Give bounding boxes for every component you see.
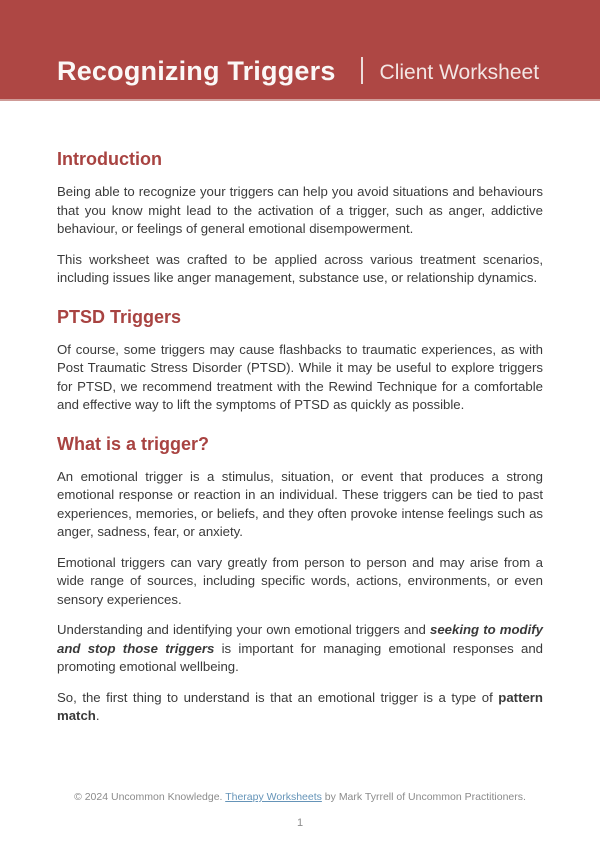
- paragraph: Of course, some triggers may cause flashbacks to traumatic experiences, as with Post Traumatic Stress Disorder (PTSD). While it may be useful to explore triggers for PTSD, we recommend treatment with the Rewind Technique for a comfortable and effective way to lift the symptoms of PTSD as quickly as possible.: [57, 341, 543, 412]
- section-heading-ptsd-triggers: PTSD Triggers: [57, 306, 182, 327]
- title-separator: [361, 57, 363, 84]
- paragraph: So, the first thing to understand is that an emotional trigger is a type of pattern match.: [57, 689, 543, 723]
- worksheet-body: [0, 147, 600, 726]
- paragraph: Understanding and identifying your own emotional triggers and seeking to modify and stop those triggers is important for managing emotional responses and promoting emotional wellbeing.: [57, 622, 544, 674]
- paragraph: An emotional trigger is a stimulus, situation, or event that produces a strong emotional response or reaction in an individual. These triggers can be tied to past experiences, memories, or beliefs, and they often provoke intense feelings such as anger, sadness, fear, or anxiety.: [57, 468, 543, 539]
- therapy-worksheets-link[interactable]: Therapy Worksheets: [225, 791, 322, 803]
- section-what-is-a-trigger: [57, 432, 543, 726]
- copyright-text: © 2024 Uncommon Knowledge.: [74, 791, 226, 803]
- section-ptsd-triggers: [57, 305, 543, 415]
- paragraph: Emotional triggers can vary greatly from person to person and may arise from a wide range of sources, including specific words, actions, environments, or even sensory experiences.: [57, 554, 543, 607]
- header-band: [0, 0, 600, 101]
- footer-byline: by Mark Tyrrell of Uncommon Practitioners.: [321, 791, 526, 803]
- page-title: Recognizing Triggers: [57, 56, 336, 86]
- footer-credit: [0, 790, 600, 804]
- section-introduction: [57, 147, 543, 288]
- header-subtitle: Client Worksheet: [379, 61, 540, 84]
- paragraph: This worksheet was crafted to be applied across various treatment scenarios, including issues like anger management, substance use, or relationship dynamics.: [57, 251, 543, 285]
- page-number: 1: [296, 817, 304, 829]
- paragraph: Being able to recognize your triggers can help you avoid situations and behaviours that you know might lead to the activation of a trigger, such as anger, addictive behaviour, or feelings of general emotional disempowerment.: [57, 184, 543, 236]
- section-heading-introduction: Introduction: [57, 149, 162, 169]
- section-heading-what-is-a-trigger: What is a trigger?: [57, 433, 210, 454]
